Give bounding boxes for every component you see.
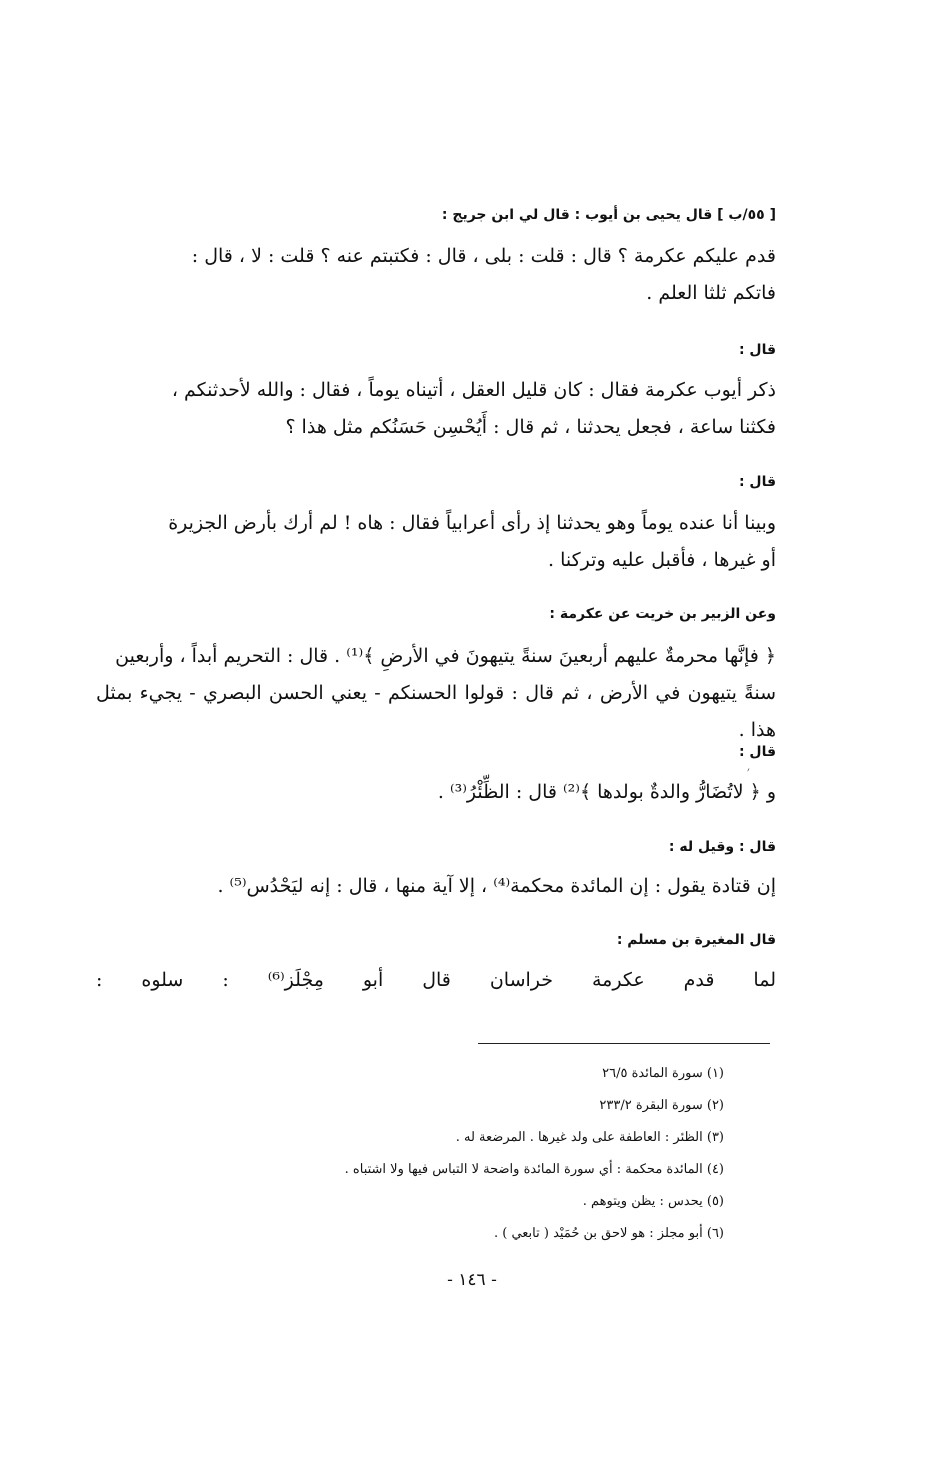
footnote: (٢) سورة البقرة ٢٣٣/٢ [599, 1098, 724, 1113]
paragraph-line: ﴿ فإنَّها محرمةٌ عليهم أربعينَ سنةً يتيهونَ في الأرضِ ﴾⁽¹⁾ . قال : التحريم أبداً ، وأربعين [115, 645, 776, 667]
paragraph-line: و ﴿ لاتُضَارُّ والدةٌ بولدها ﴾⁽²⁾ قال : الظِّئْرُ⁽³⁾ . [437, 781, 776, 803]
paragraph [96, 962, 776, 999]
footnote: (٣) الظئر : العاطفة على ولد غيرها . المرضعة له . [455, 1130, 724, 1145]
paragraph-line: وبينا أنا عنده يوماً وهو يحدثنا إذ رأى أعرابياً فقال : هاه ! لم أرك بأرض الجزيرة [168, 512, 776, 534]
paragraph [96, 638, 776, 749]
section-heading: قال : وقيل له : [668, 839, 776, 855]
section-heading: قال : [738, 744, 776, 760]
paragraph-line: إن قتادة يقول : إن المائدة محكمة⁽⁴⁾ ، إلا آية منها ، قال : إنه ليَحْدُس⁽⁵⁾ . [217, 875, 776, 897]
paragraph-line: أو غيرها ، فأقبل عليه وتركنا . [548, 549, 776, 571]
section-heading: قال المغيرة بن مسلم : [616, 932, 776, 948]
section-heading: قال : [738, 474, 776, 490]
footnote: (٥) يحدس : يظن ويتوهم . [582, 1194, 724, 1209]
paragraph [96, 868, 776, 905]
footnote: (٦) أبو مجلز : هو لاحق بن حُمَيْد ( تابعي ) . [493, 1226, 724, 1241]
paragraph [96, 505, 776, 579]
footnote: (٤) المائدة محكمة : أي سورة المائدة واضحة لا التباس فيها ولا اشتباه . [344, 1162, 724, 1177]
footnotes [164, 1058, 724, 1250]
paragraph-line: لما قدم عكرمة خراسان قال أبو مِجْلَز⁽⁶⁾ : سلوه : [96, 969, 776, 991]
paragraph-line: فاتكم ثلثا العلم . [646, 282, 776, 304]
paragraph-line: ذكر أيوب عكرمة فقال : كان قليل العقل ، أتيناه يوماً ، فقال : والله لأحدثنكم ، [171, 379, 776, 401]
section-heading: قال : [738, 342, 776, 358]
paragraph [96, 372, 776, 446]
margin-mark: ׳ [747, 764, 750, 778]
paragraph-line: قدم عليكم عكرمة ؟ قال : قلت : بلى ، قال : فكتبتم عنه ؟ قلت : لا ، قال : [191, 245, 776, 267]
footnote: (١) سورة المائدة ٢٦/٥ [602, 1066, 724, 1081]
paragraph-line: سنةً يتيهون في الأرض ، ثم قال : قولوا الحسنكم - يعني الحسن البصري - يجيء بمثل هذا . [96, 682, 776, 741]
section-heading: وعن الزبير بن خريت عن عكرمة : [549, 606, 776, 622]
paragraph [96, 774, 776, 811]
page-number: - ١٤٦ - [447, 1270, 497, 1290]
paragraph-line: فكثنا ساعة ، فجعل يحدثنا ، ثم قال : أَيُحْسِن حَسَنُكم مثل هذا ؟ [285, 416, 776, 438]
footnote-separator [478, 1043, 770, 1044]
section-heading: [ ٥٥/ب ] قال يحيى بن أيوب : قال لي ابن جريج : [441, 207, 776, 223]
paragraph [96, 238, 776, 312]
